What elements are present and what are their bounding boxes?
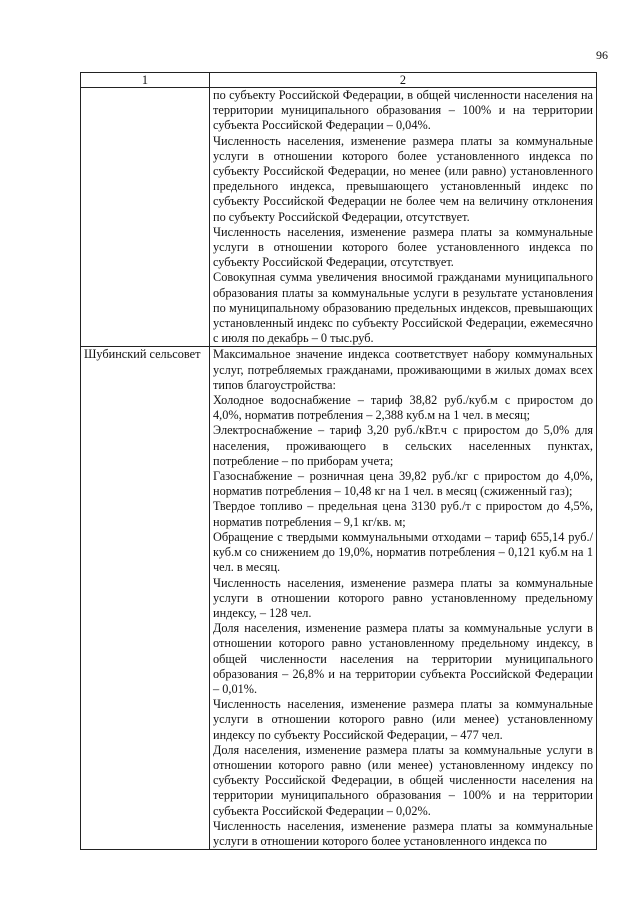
paragraph: Обращение с твердыми коммунальными отходами – тариф 655,14 руб./куб.м со снижением до 19,0%, норматив потребления – 0,121 куб.м на 1 чел. в месяц. [213,529,593,575]
paragraph: Твердое топливо – предельная цена 3130 руб./т с приростом до 4,5%, норматив потребления – 9,1 кг/кв. м; [213,499,593,529]
document-table [80,72,597,850]
table-header-row [81,73,597,88]
paragraph: Максимальное значение индекса соответствует набору коммунальных услуг, потребляемых гражданами, проживающими в жилых домах всех типов благоустройства: [213,347,593,392]
paragraph: Численность населения, изменение размера платы за коммунальные услуги в отношении которого равно (или менее) установленному индексу по субъекту Российской Федерации, – 477 чел. [213,697,593,742]
municipality-cell [81,88,210,347]
paragraph: Совокупная сумма увеличения вносимой гражданами муниципального образования платы за коммунальные услуги в результате установления по муниципальному образованию предельных индексов, превышающих установленный индекс по субъекту Российской Федерации, ежемесячно с июля по декабрь – 0 тыс.руб. [213,270,593,346]
municipality-cell: Шубинский сельсовет [81,347,210,850]
paragraph: Численность населения, изменение размера платы за коммунальные услуги в отношении которого более установленного индекса по субъекту Российской Федерации, отсутствует. [213,224,593,270]
column-header-2: 2 [210,73,597,88]
paragraph: Численность населения, изменение размера платы за коммунальные услуги в отношении которого более установленного индекса по субъекту Российской Федерации, но менее (или равно) установленного предельного индекса, превышающего установленный индекс по субъекту Российской Федерации не более чем на величину отклонения по субъекту Российской Федерации, отсутствует. [213,133,593,224]
paragraph: по субъекту Российской Федерации, в общей численности населения на территории муниципального образования – 100% и на территории субъекта Российской Федерации – 0,04%. [213,88,593,133]
table-row [81,88,597,347]
table-row [81,347,597,850]
paragraph: Холодное водоснабжение – тариф 38,82 руб./куб.м с приростом до 4,0%, норматив потребления – 2,388 куб.м на 1 чел. в месяц; [213,393,593,423]
paragraph: Численность населения, изменение размера платы за коммунальные услуги в отношении которого равно установленному предельному индексу, – 128 чел. [213,575,593,620]
paragraph: Газоснабжение – розничная цена 39,82 руб./кг с приростом до 4,0%, норматив потребления – 10,48 кг на 1 чел. в месяц (сжиженный газ); [213,469,593,499]
description-cell [210,88,597,347]
page-number: 96 [596,48,608,62]
paragraph: Доля населения, изменение размера платы за коммунальные услуги в отношении которого равно (или менее) установленному индексу по субъекту Российской Федерации, в общей численности населения на территории муниципального образования – 100% и на территории субъекта Российской Федерации – 0,02%. [213,742,593,818]
paragraph: Электроснабжение – тариф 3,20 руб./кВт.ч с приростом до 5,0% для населения, проживающего в сельских населенных пунктах, потребление – по приборам учета; [213,423,593,468]
column-header-1: 1 [81,73,210,88]
paragraph: Численность населения, изменение размера платы за коммунальные услуги в отношении которого более установленного индекса по [213,818,593,848]
paragraph: Доля населения, изменение размера платы за коммунальные услуги в отношении которого равно установленному предельному индексу, в общей численности населения на территории муниципального образования – 26,8% и на территории субъекта Российской Федерации – 0,01%. [213,621,593,696]
description-cell [210,347,597,850]
